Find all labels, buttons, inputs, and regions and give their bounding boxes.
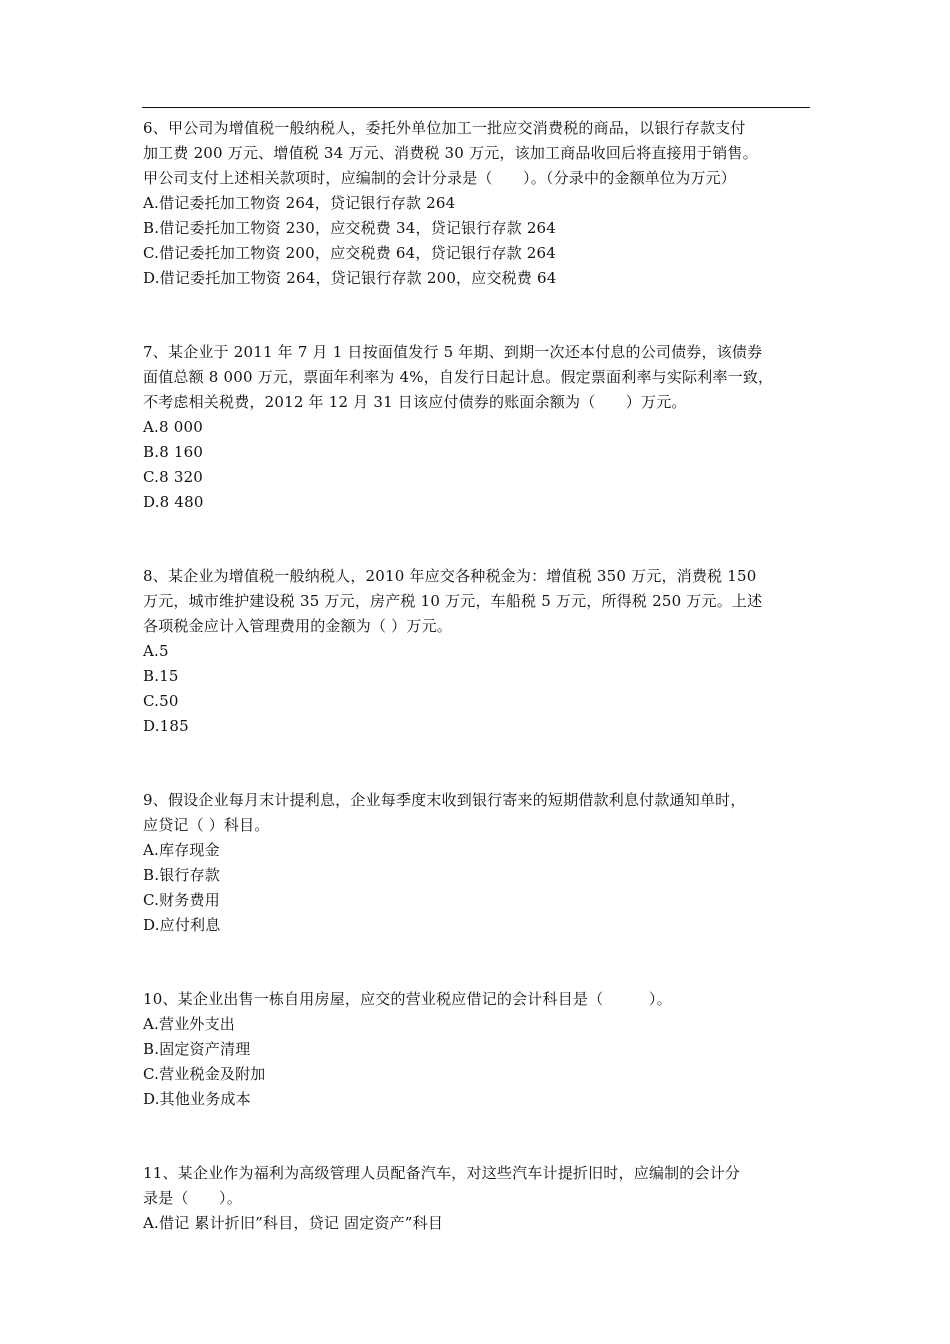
option-c: C.50 <box>143 692 179 710</box>
option-a: A.借记 累计折旧”科目，贷记 固定资产”科目 <box>143 1214 444 1232</box>
option-d: D.8 480 <box>143 493 204 511</box>
question-10 <box>143 987 811 1112</box>
header-rule <box>142 107 810 108</box>
question-7 <box>143 340 811 515</box>
option-b: B.固定资产清理 <box>143 1040 251 1058</box>
question-9 <box>143 788 811 938</box>
option-c: C.财务费用 <box>143 891 220 909</box>
option-b: B.借记委托加工物资 230，应交税费 34，贷记银行存款 264 <box>143 219 557 237</box>
option-a: A.8 000 <box>143 418 203 436</box>
question-stem-line: 10、某企业出售一栋自用房屋，应交的营业税应借记的会计科目是（ ）。 <box>143 990 672 1008</box>
option-a: A.5 <box>143 642 169 660</box>
question-stem-line: 不考虑相关税费，2012 年 12 月 31 日该应付债券的账面余额为（ ）万元。 <box>143 393 687 411</box>
question-stem-line: 各项税金应计入管理费用的金额为（ ）万元。 <box>143 617 452 635</box>
option-c: C.借记委托加工物资 200，应交税费 64，贷记银行存款 264 <box>143 244 556 262</box>
question-stem-line: 加工费 200 万元、增值税 34 万元、消费税 30 万元，该加工商品收回后将直接用于销售。 <box>143 144 758 162</box>
option-a: A.库存现金 <box>143 841 220 859</box>
option-a: A.借记委托加工物资 264，贷记银行存款 264 <box>143 194 456 212</box>
question-11 <box>143 1161 811 1236</box>
question-stem-line: 8、某企业为增值税一般纳税人，2010 年应交各种税金为：增值税 350 万元，消费税 150 <box>143 567 757 585</box>
option-b: B.银行存款 <box>143 866 220 884</box>
question-6 <box>143 116 811 291</box>
option-d: D.应付利息 <box>143 916 221 934</box>
question-stem-line: 应贷记（ ）科目。 <box>143 816 270 834</box>
question-stem-line: 9、假设企业每月末计提利息，企业每季度末收到银行寄来的短期借款利息付款通知单时， <box>143 791 746 809</box>
question-8 <box>143 564 811 739</box>
option-c: C.8 320 <box>143 468 204 486</box>
option-d: D.185 <box>143 717 189 735</box>
option-a: A.营业外支出 <box>143 1015 236 1033</box>
question-stem-line: 万元，城市维护建设税 35 万元，房产税 10 万元，车船税 5 万元，所得税 250 万元。上述 <box>143 592 763 610</box>
option-d: D.其他业务成本 <box>143 1090 251 1108</box>
question-stem-line: 7、某企业于 2011 年 7 月 1 日按面值发行 5 年期、到期一次还本付息的公司债券，该债券 <box>143 343 763 361</box>
question-stem-line: 11、某企业作为福利为高级管理人员配备汽车，对这些汽车计提折旧时，应编制的会计分 <box>143 1164 741 1182</box>
option-b: B.8 160 <box>143 443 204 461</box>
option-c: C.营业税金及附加 <box>143 1065 266 1083</box>
option-d: D.借记委托加工物资 264，贷记银行存款 200，应交税费 64 <box>143 269 557 287</box>
question-stem-line: 甲公司支付上述相关款项时，应编制的会计分录是（ ）。（分录中的金额单位为万元） <box>143 169 737 187</box>
question-list <box>143 116 811 1236</box>
question-stem-line: 6、甲公司为增值税一般纳税人，委托外单位加工一批应交消费税的商品，以银行存款支付 <box>143 119 746 137</box>
question-stem-line: 录是（ ）。 <box>143 1189 242 1207</box>
option-b: B.15 <box>143 667 179 685</box>
question-stem-line: 面值总额 8 000 万元，票面年利率为 4%，自发行日起计息。假定票面利率与实际利率一致， <box>143 368 774 386</box>
